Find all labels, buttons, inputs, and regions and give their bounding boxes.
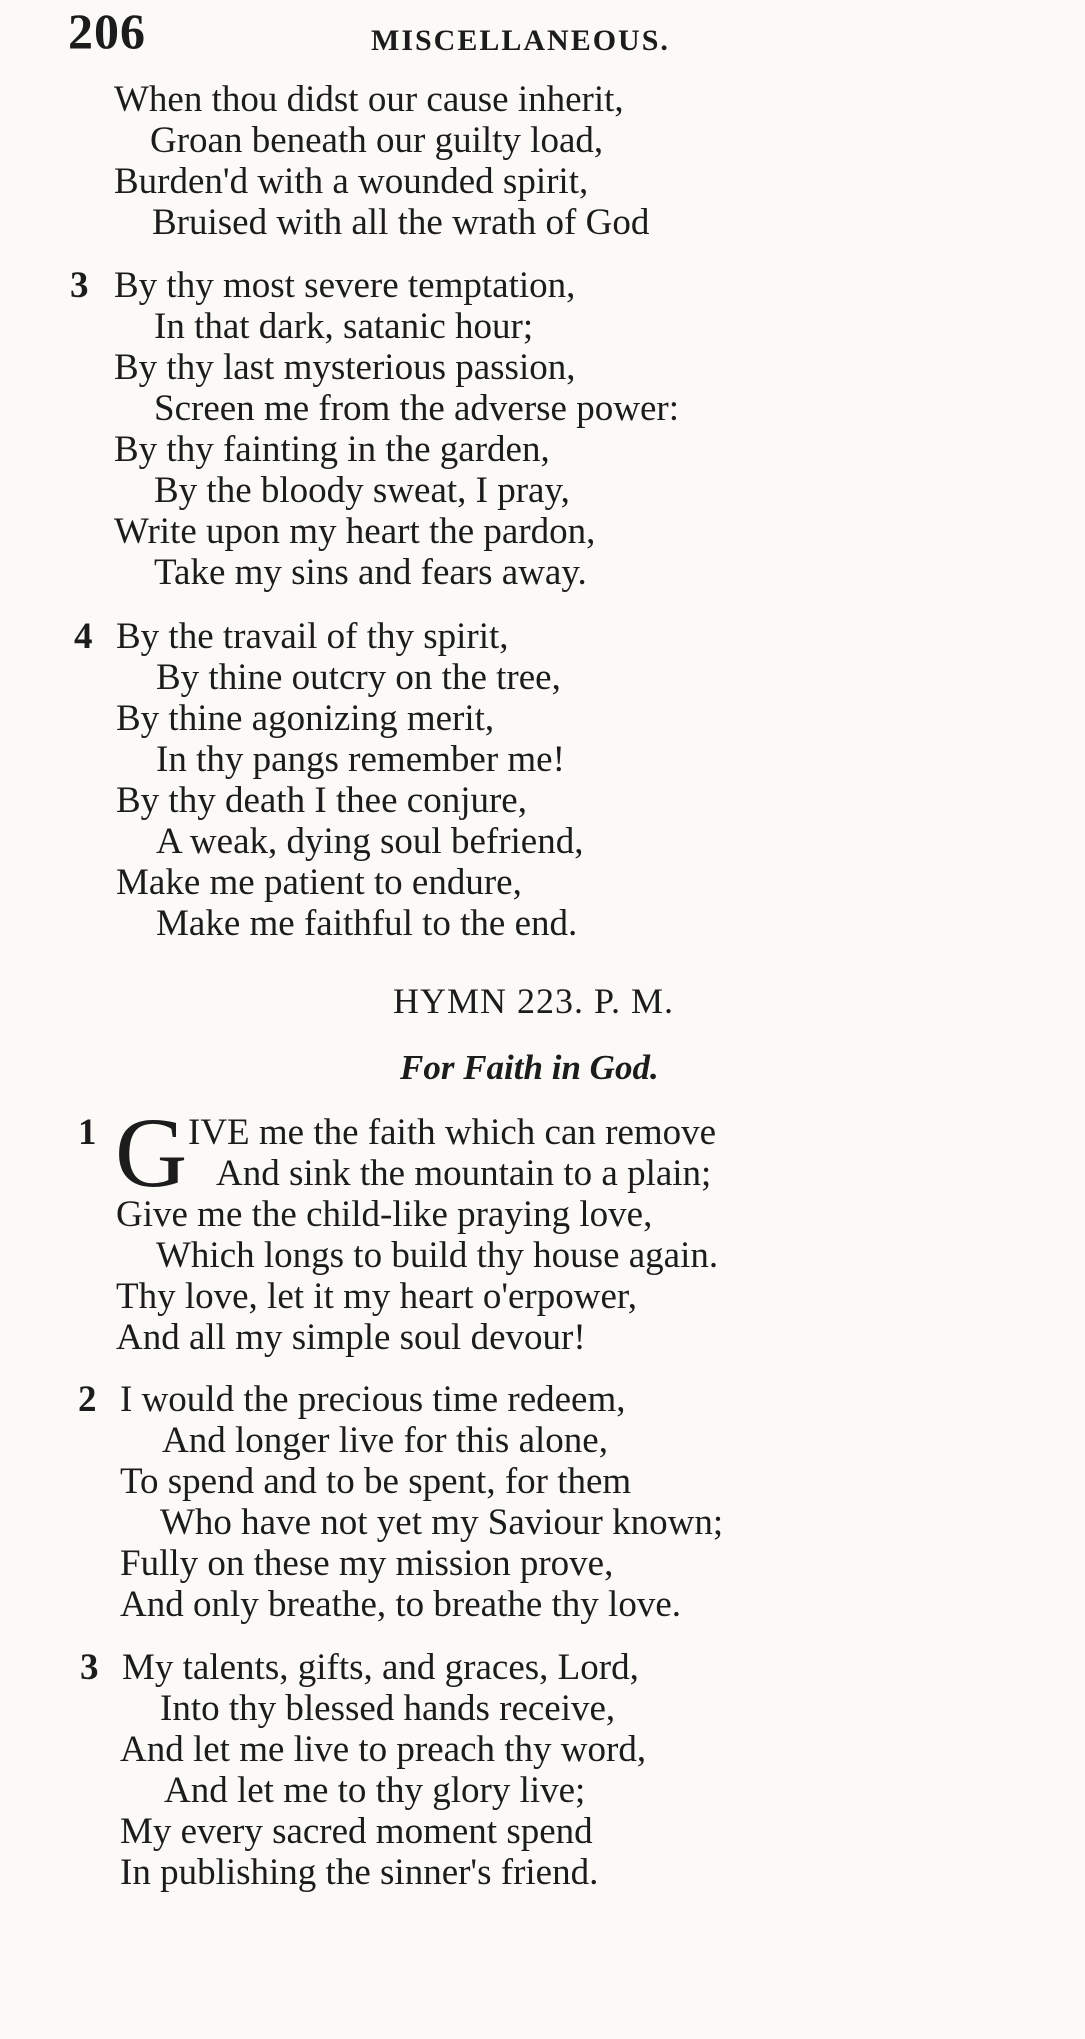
page-header	[68, 2, 868, 62]
verse-line: By thy most severe temptation,	[114, 265, 576, 306]
verse-line: And let me to thy glory live;	[164, 1770, 586, 1811]
stanza-number: 4	[74, 616, 93, 657]
stanza-number: 3	[80, 1647, 99, 1688]
verse-line: By the bloody sweat, I pray,	[154, 470, 570, 511]
verse-line: Which longs to build thy house again.	[156, 1235, 719, 1276]
verse-line: In thy pangs remember me!	[156, 739, 565, 780]
verse-line: Groan beneath our guilty load,	[150, 120, 604, 161]
verse-line: To spend and to be spent, for them	[120, 1461, 632, 1502]
stanza-number: 2	[78, 1379, 97, 1420]
verse-line: And longer live for this alone,	[162, 1420, 608, 1461]
verse-line: Into thy blessed hands receive,	[160, 1688, 616, 1729]
verse-line: Write upon my heart the pardon,	[114, 511, 596, 552]
verse-line: Make me faithful to the end.	[156, 903, 578, 944]
verse-line: Take my sins and fears away.	[154, 552, 587, 593]
verse-line: Fully on these my mission prove,	[120, 1543, 614, 1584]
verse-line: Give me the child-like praying love,	[116, 1194, 653, 1235]
verse-line: Screen me from the adverse power:	[154, 388, 679, 429]
verse-line: By thy fainting in the garden,	[114, 429, 550, 470]
stanza-number: 1	[78, 1112, 97, 1153]
verse-line: And all my simple soul devour!	[116, 1317, 586, 1358]
verse-line: Who have not yet my Saviour known;	[160, 1502, 724, 1543]
verse-line: In publishing the sinner's friend.	[120, 1852, 599, 1893]
verse-line: IVE me the faith which can remove	[188, 1112, 717, 1153]
verse-line: Burden'd with a wounded spirit,	[114, 161, 589, 202]
verse-line: By thy death I thee conjure,	[116, 780, 527, 821]
verse-line: In that dark, satanic hour;	[154, 306, 534, 347]
verse-line: Make me patient to endure,	[116, 862, 522, 903]
verse-line: By the travail of thy spirit,	[116, 616, 509, 657]
verse-line: Bruised with all the wrath of God	[152, 202, 650, 243]
stanza-number: 3	[70, 265, 89, 306]
verse-line: By thine outcry on the tree,	[156, 657, 561, 698]
verse-line: And let me live to preach thy word,	[120, 1729, 647, 1770]
verse-line: And only breathe, to breathe thy love.	[120, 1584, 681, 1625]
drop-cap: G	[115, 1097, 188, 1208]
verse-line: And sink the mountain to a plain;	[216, 1153, 712, 1194]
verse-line: I would the precious time redeem,	[120, 1379, 626, 1420]
verse-line: When thou didst our cause inherit,	[114, 79, 624, 120]
verse-line: My talents, gifts, and graces, Lord,	[122, 1647, 639, 1688]
running-head: MISCELLANEOUS.	[371, 24, 670, 57]
verse-line: My every sacred moment spend	[120, 1811, 593, 1852]
verse-line: A weak, dying soul befriend,	[156, 821, 584, 862]
verse-line: By thine agonizing merit,	[116, 698, 495, 739]
page-number: 206	[68, 3, 146, 59]
verse-line: Thy love, let it my heart o'erpower,	[116, 1276, 637, 1317]
hymn-title: HYMN 223. P. M.	[393, 981, 675, 1021]
verse-line: By thy last mysterious passion,	[114, 347, 576, 388]
hymn-subtitle: For Faith in God.	[400, 1048, 659, 1087]
